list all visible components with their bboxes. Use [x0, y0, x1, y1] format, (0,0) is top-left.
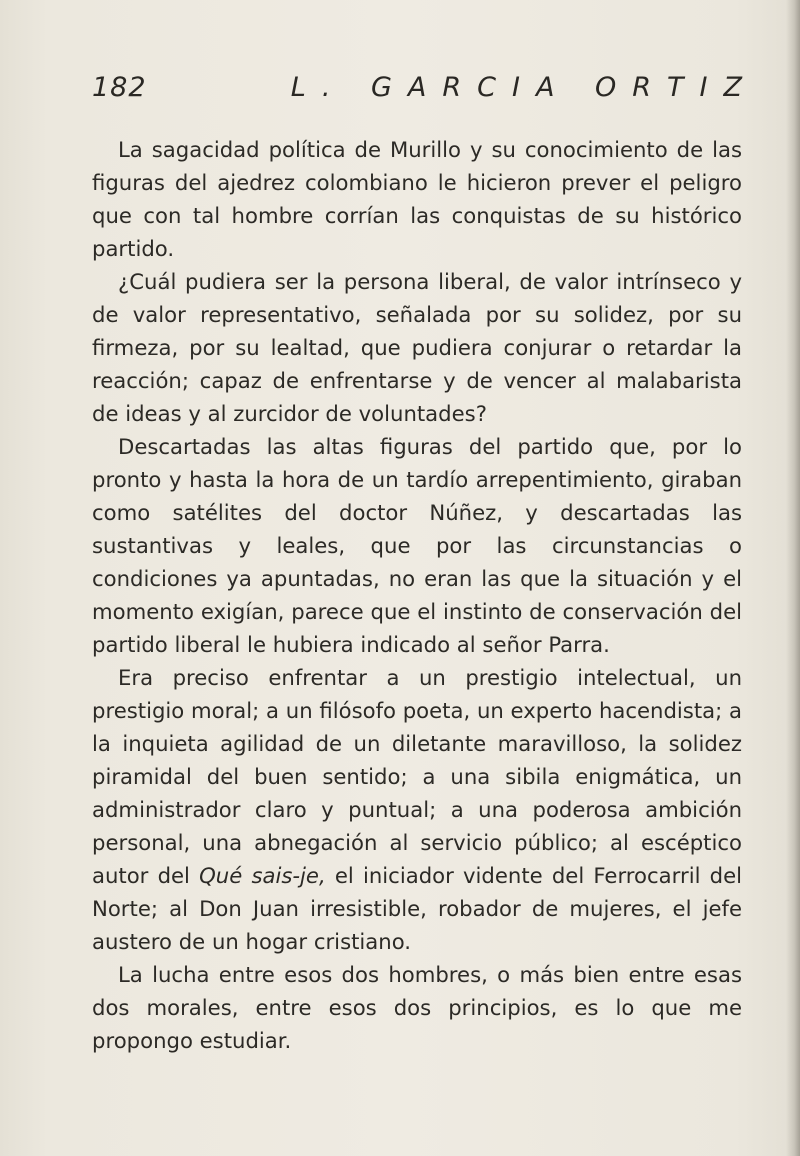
paragraph-4-part-1: Era preciso enfrentar a un prestigio intelectual, un prestigio moral; a un filósofo poeta, un experto hacendista; a la inquieta agilidad de un diletante maravilloso, la solidez piramidal del buen sentido; a una sibila enigmática, un administrador claro y puntual; a una poderosa ambición personal, una abnegación al servicio público; al escéptico autor del: [92, 665, 742, 888]
paragraph-4: [92, 661, 742, 958]
page-number: 182: [92, 72, 147, 103]
body-text: [92, 133, 742, 1057]
paragraph-3: Descartadas las altas figuras del partido que, por lo pronto y hasta la hora de un tardío arrepentimiento, giraban como satélites del doctor Núñez, y descartadas las sustantivas y leales, que por las circunstancias o condiciones ya apuntadas, no eran las que la situación y el momento exigían, parece que el instinto de conservación del partido liberal le hubiera indicado al señor Parra.: [92, 434, 742, 657]
paragraph-5: La lucha entre esos dos hombres, o más bien entre esas dos morales, entre esos dos principios, es lo que me propongo estudiar.: [92, 962, 742, 1053]
paragraph-4-part-2: el iniciador vidente del Ferrocarril del Norte; al Don Juan irresistible, robador de mujeres, el jefe austero de un hogar cristiano.: [92, 863, 743, 954]
paragraph-1: La sagacidad política de Murillo y su conocimiento de las figuras del ajedrez colombiano le hicieron prever el peligro que con tal hombre corrían las conquistas de su histórico partido.: [92, 137, 742, 261]
running-head: L. GARCIA ORTIZ: [290, 72, 758, 103]
book-title-italic: Qué sais-je,: [199, 863, 326, 888]
page-edge-shadow: [786, 0, 800, 1156]
page-header: [92, 72, 758, 112]
paragraph-2: ¿Cuál pudiera ser la persona liberal, de valor intrínseco y de valor representativo, señalada por su solidez, por su firmeza, por su lealtad, que pudiera conjurar o retardar la reacción; capaz de enfrentarse y de vencer al malabarista de ideas y al zurcidor de voluntades?: [92, 269, 742, 426]
